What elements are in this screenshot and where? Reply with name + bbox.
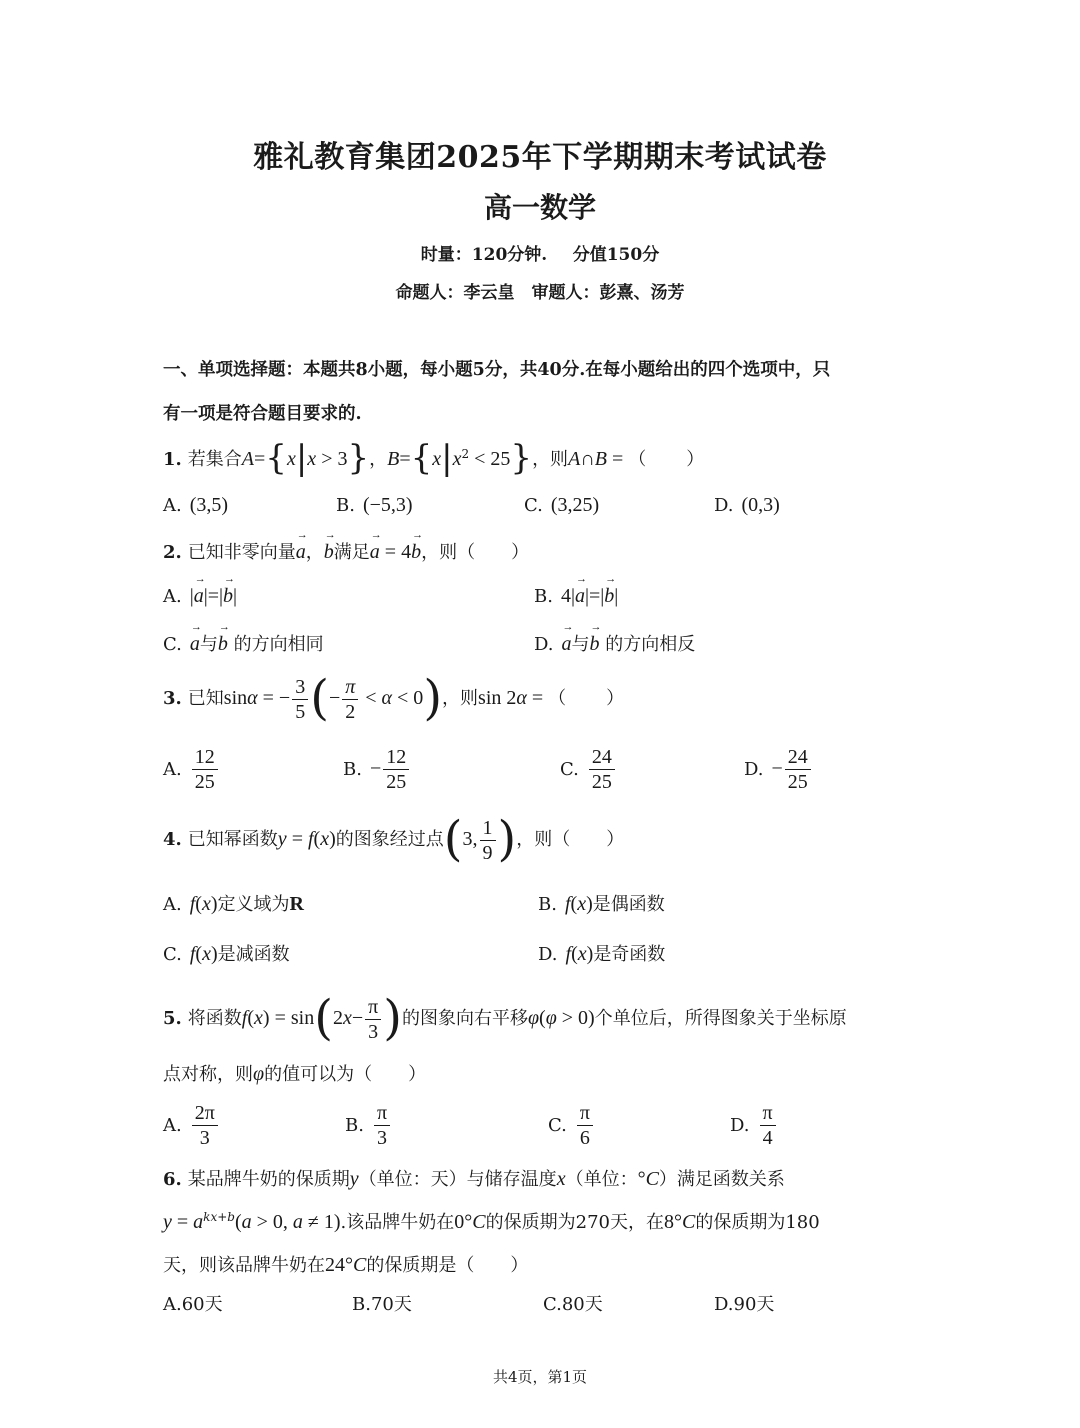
section-heading-line1: 一、单项选择题：本题共8小题，每小题5分，共40分.在每小题给出的四个选项中，只 <box>163 360 831 380</box>
time-info: 时量：120分钟. <box>420 245 548 265</box>
section-heading-line2: 有一项是符合题目要求的. <box>163 404 362 424</box>
q4-option-d: D. f(x)是奇函数 <box>538 943 666 965</box>
q2-text-c: ，则（ ） <box>421 542 530 563</box>
q1-option-c: C. (3,25) <box>524 494 600 516</box>
q2-option-d: D.→ a与→ b 的方向相反 <box>534 630 695 656</box>
question-4: 4. 已知幂函数y = f(x)的图象经过点(3, $\frac{1}{9}$ )，则（ ） <box>163 811 625 867</box>
exam-duration-score <box>0 240 1080 265</box>
q4-text-c: ，则（ ） <box>516 829 625 850</box>
q1-option-a: A. (3,5) <box>163 494 229 516</box>
q2-option-b: B. 4|→ a|=|→ b| <box>534 585 618 608</box>
question-number: 3. <box>163 688 182 709</box>
q5-option-d: D. $\frac{\pi}{4}$ <box>730 1102 778 1149</box>
q5-text-b: 的图象向右平移 <box>401 1008 528 1029</box>
score-info: 分值150分 <box>572 245 660 265</box>
question-number: 4. <box>163 829 182 850</box>
q5-option-b: B. $\frac{\pi}{3}$ <box>345 1102 392 1149</box>
q5-option-c: C. $\frac{\pi}{6}$ <box>548 1102 595 1149</box>
q1-text-b: ，则 <box>532 449 569 470</box>
q4-option-a: A. f(x)定义域为R <box>163 893 304 915</box>
question-number: 6. <box>163 1169 182 1190</box>
q3-option-c: C. $\frac{24}{25}$ <box>560 746 617 793</box>
exam-authors: 命题人：李云皇 审题人：彭熹、汤芳 <box>395 283 685 303</box>
question-6-line3: 天，则该品牌牛奶在24°C的保质期是（ ） <box>163 1254 529 1276</box>
q2-text-b: 满足 <box>333 542 370 563</box>
q3-text-a: 已知 <box>187 688 224 709</box>
q3-option-b: B. − $\frac{12}{25}$ <box>343 746 411 793</box>
q5-text-c: 个单位后，所得图象关于坐标原 <box>594 1008 847 1029</box>
q2-option-a: A. |→ a|=|→ b| <box>163 585 237 608</box>
question-5-line2: 点对称，则φ的值可以为（ ） <box>163 1063 427 1085</box>
question-number: 5. <box>163 1008 182 1029</box>
q6-option-b: B.70天 <box>352 1294 412 1315</box>
q5-text-a: 将函数 <box>187 1008 242 1029</box>
q6-option-d: D.90天 <box>714 1294 775 1315</box>
question-number: 2. <box>163 542 182 563</box>
question-6-line2: $y = a^{kx+b}(a > 0$, a ≠ 1).该品牌牛奶在0°C的保质期为270天，在8°C的保质期为180 <box>163 1210 820 1233</box>
question-5: 5. 将函数f(x) = sin(2x− $\frac{\pi}{3}$ )的图象向右平移φ(φ > 0)个单位后，所得图象关于坐标原 <box>163 990 847 1046</box>
question-1: 1. 若集合A={x|x > 3}，$B=\{x|x^2 < 25\}$，则A∩B = （ ） <box>163 438 705 478</box>
question-2: 2. 已知非零向量→ a，→ b满足→ a = 4→ b，则（ ） <box>163 538 529 564</box>
q1-text-a: 若集合 <box>187 449 242 470</box>
q3-option-d: D. − $\frac{24}{25}$ <box>744 746 813 793</box>
page-footer: 共4页，第1页 <box>492 1368 588 1386</box>
q2-option-c: C.→ a与→ b 的方向相同 <box>163 630 324 656</box>
q3-option-a: A. $\frac{12}{25}$ <box>163 746 220 793</box>
q4-option-c: C. f(x)是减函数 <box>163 943 290 965</box>
q4-option-b: B. f(x)是偶函数 <box>538 893 665 915</box>
q6-option-a: A.60天 <box>163 1294 223 1315</box>
q3-text-b: ，则 <box>442 688 479 709</box>
exam-subject: 高一数学 <box>483 191 596 224</box>
q2-text-a: 已知非零向量 <box>187 542 296 563</box>
question-number: 1. <box>163 449 182 470</box>
q1-option-b: B. (−5,3) <box>336 494 413 516</box>
question-3: 3. 已知sinα = − $\frac{3}{5}$ (− $\frac{\pi}{2}$ < α < 0)，则sin 2α = （ ） <box>163 670 625 726</box>
q6-option-c: C.80天 <box>543 1294 603 1315</box>
question-6: 6. 某品牌牛奶的保质期y（单位：天）与储存温度x（单位：°C）满足函数关系 <box>163 1168 785 1190</box>
q5-option-a: A. $\frac{2\pi}{3}$ <box>163 1102 220 1149</box>
q1-option-d: D. (0,3) <box>714 494 780 516</box>
exam-title: 雅礼教育集团2025年下学期期末考试试卷 <box>253 140 827 175</box>
q4-text-b: 的图象经过点 <box>335 829 444 850</box>
q4-text-a: 已知幂函数 <box>187 829 278 850</box>
